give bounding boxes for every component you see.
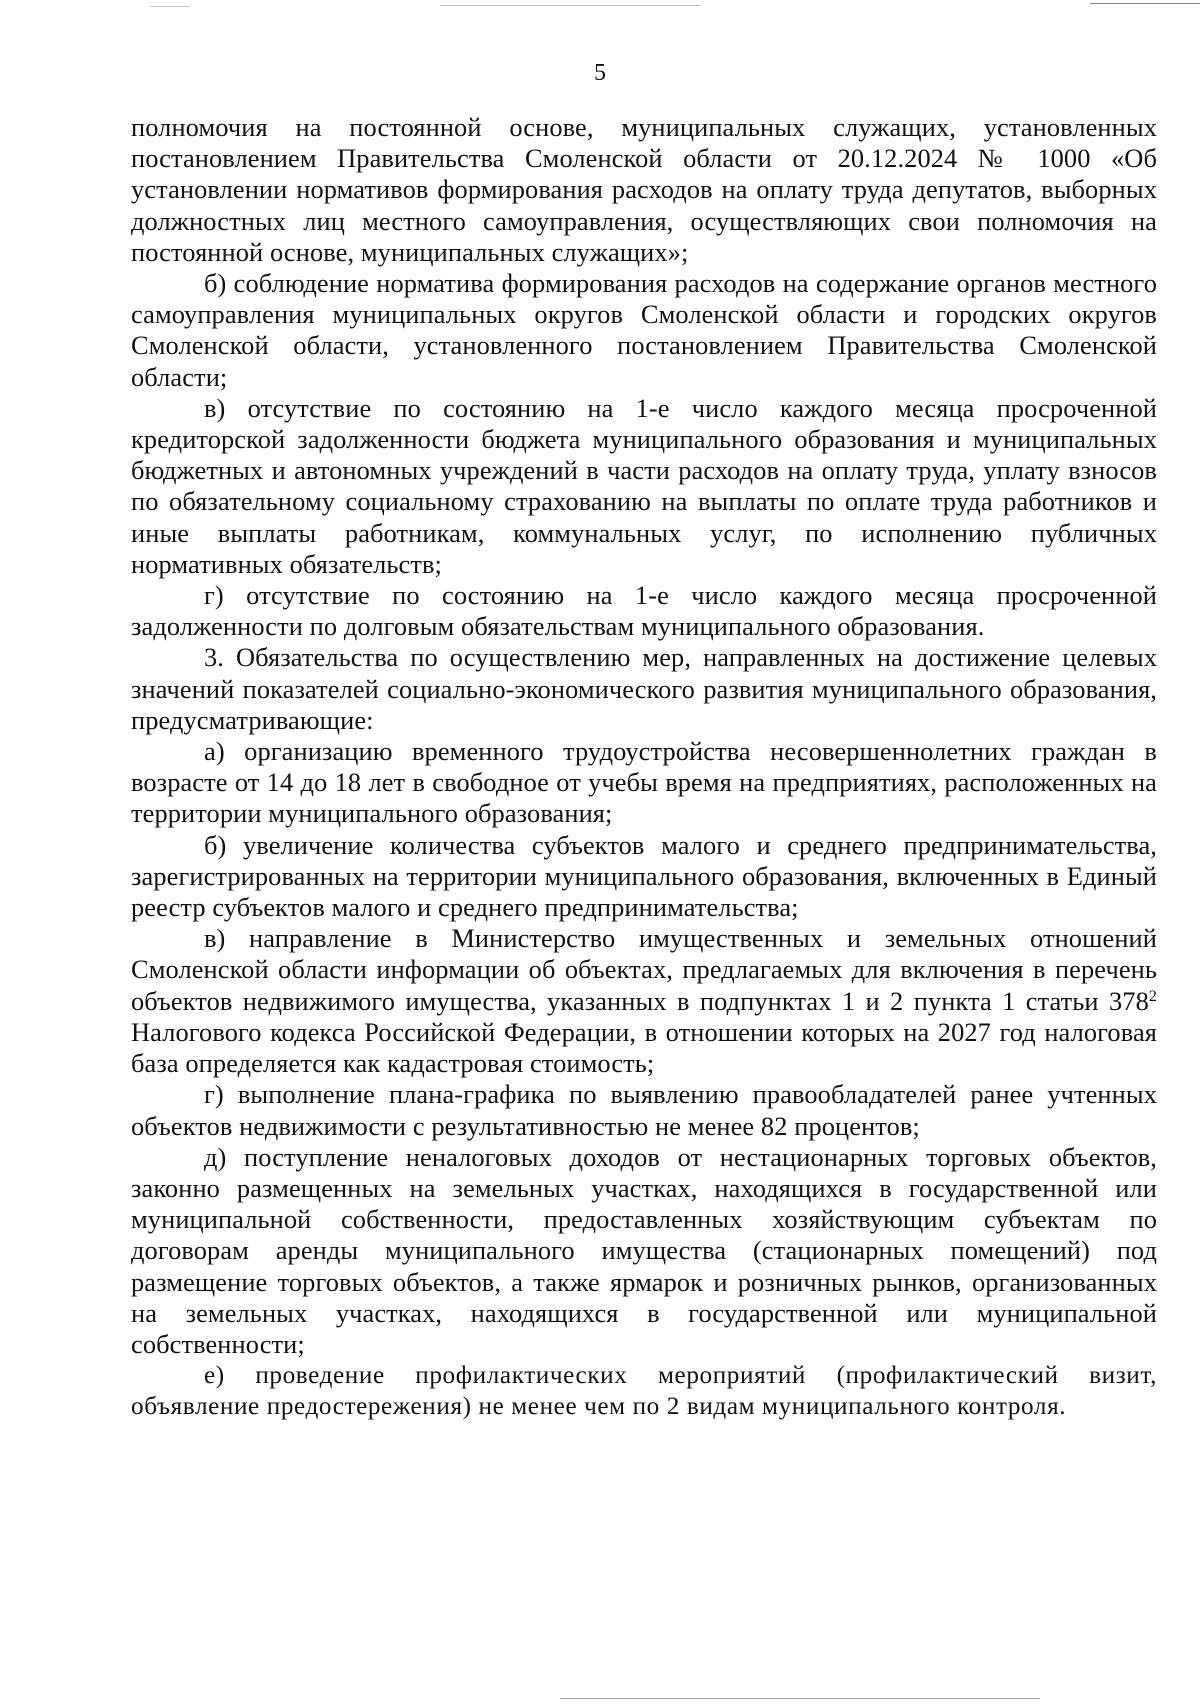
paragraph-item-v: в) отсутствие по состоянию на 1-е число каждого месяца просроченной кредиторской задолженности бюджета муниципального образования и муниципальных бюджетных и автономных учреждений в части расходов на оплату труда, уплату взносов по обязательному социальному страхованию на выплаты по оплате труда работников и иные выплаты работникам, коммунальных услуг, по исполнению публичных нормативных обязательств;	[131, 392, 1157, 579]
paragraph-section-3-item-e: е) проведение профилактических мероприятий (профилактический визит, объявление предостережения) не менее чем по 2 видам муниципального контроля.	[131, 1362, 1157, 1421]
paragraph-section-3-item-b: б) увеличение количества субъектов малого и среднего предпринимательства, зарегистрированных на территории муниципального образования, включенных в Единый реестр субъектов малого и среднего предпринимательства;	[131, 829, 1157, 923]
scan-artifact-top-center	[440, 5, 700, 6]
paragraph-item-b: б) соблюдение норматива формирования расходов на содержание органов местного самоуправления муниципальных округов Смоленской области и городских округов Смоленской области, установленного постановлением Правительства Смоленской области;	[131, 268, 1157, 392]
paragraph-section-3: 3. Обязательства по осуществлению мер, направленных на достижение целевых значений показателей социально-экономического развития муниципального образования, предусматривающие:	[131, 642, 1157, 735]
paragraph-text-part: Налогового кодекса Российской Федерации, в отношении которых на 2027 год налоговая база определяется как кадастровая стоимость;	[131, 1016, 1157, 1079]
document-body	[131, 112, 1157, 1423]
page-number: 5	[594, 60, 606, 86]
paragraph-section-3-item-v	[131, 923, 1157, 1079]
paragraph-section-3-item-g: г) выполнение плана-графика по выявлению правообладателей ранее учтенных объектов недвижимости с результативностью не менее 82 процентов;	[131, 1079, 1157, 1141]
scan-artifact-top-left	[150, 6, 190, 7]
paragraph-continuation: полномочия на постоянной основе, муниципальных служащих, установленных постановлением Правительства Смоленской области от 20.12.2024 № 1000 «Об установлении нормативов формирования расходов на оплату труда депутатов, выборных должностных лиц местного самоуправления, осуществляющих свои полномочия на постоянной основе, муниципальных служащих»;	[131, 112, 1157, 267]
paragraph-text-part: в) направление в Министерство имущественных и земельных отношений Смоленской области информации об объектах, предлагаемых для включения в перечень объектов недвижимого имущества, указанных в подпунктах 1 и 2 пункта 1 статьи 378	[131, 923, 1157, 1016]
paragraph-section-3-item-a: а) организацию временного трудоустройства несовершеннолетних граждан в возрасте от 14 до 18 лет в свободное от учебы время на предприятиях, расположенных на территории муниципального образования;	[131, 736, 1157, 829]
paragraph-section-3-item-d: д) поступление неналоговых доходов от нестационарных торговых объектов, законно размещенных на земельных участках, находящихся в государственной или муниципальной собственности, предоставленных хозяйствующим субъектам по договорам аренды муниципального имущества (стационарных помещений) под размещение торговых объектов, а также ярмарок и розничных рынков, организованных на земельных участках, находящихся в государственной или муниципальной собственности;	[131, 1141, 1157, 1359]
superscript: 2	[1148, 987, 1157, 1005]
scan-artifact-bottom	[560, 1698, 1040, 1699]
scan-artifact-top-right	[1090, 3, 1200, 4]
paragraph-item-g: г) отсутствие по состоянию на 1-е число каждого месяца просроченной задолженности по долговым обязательствам муниципального образования.	[131, 580, 1157, 642]
